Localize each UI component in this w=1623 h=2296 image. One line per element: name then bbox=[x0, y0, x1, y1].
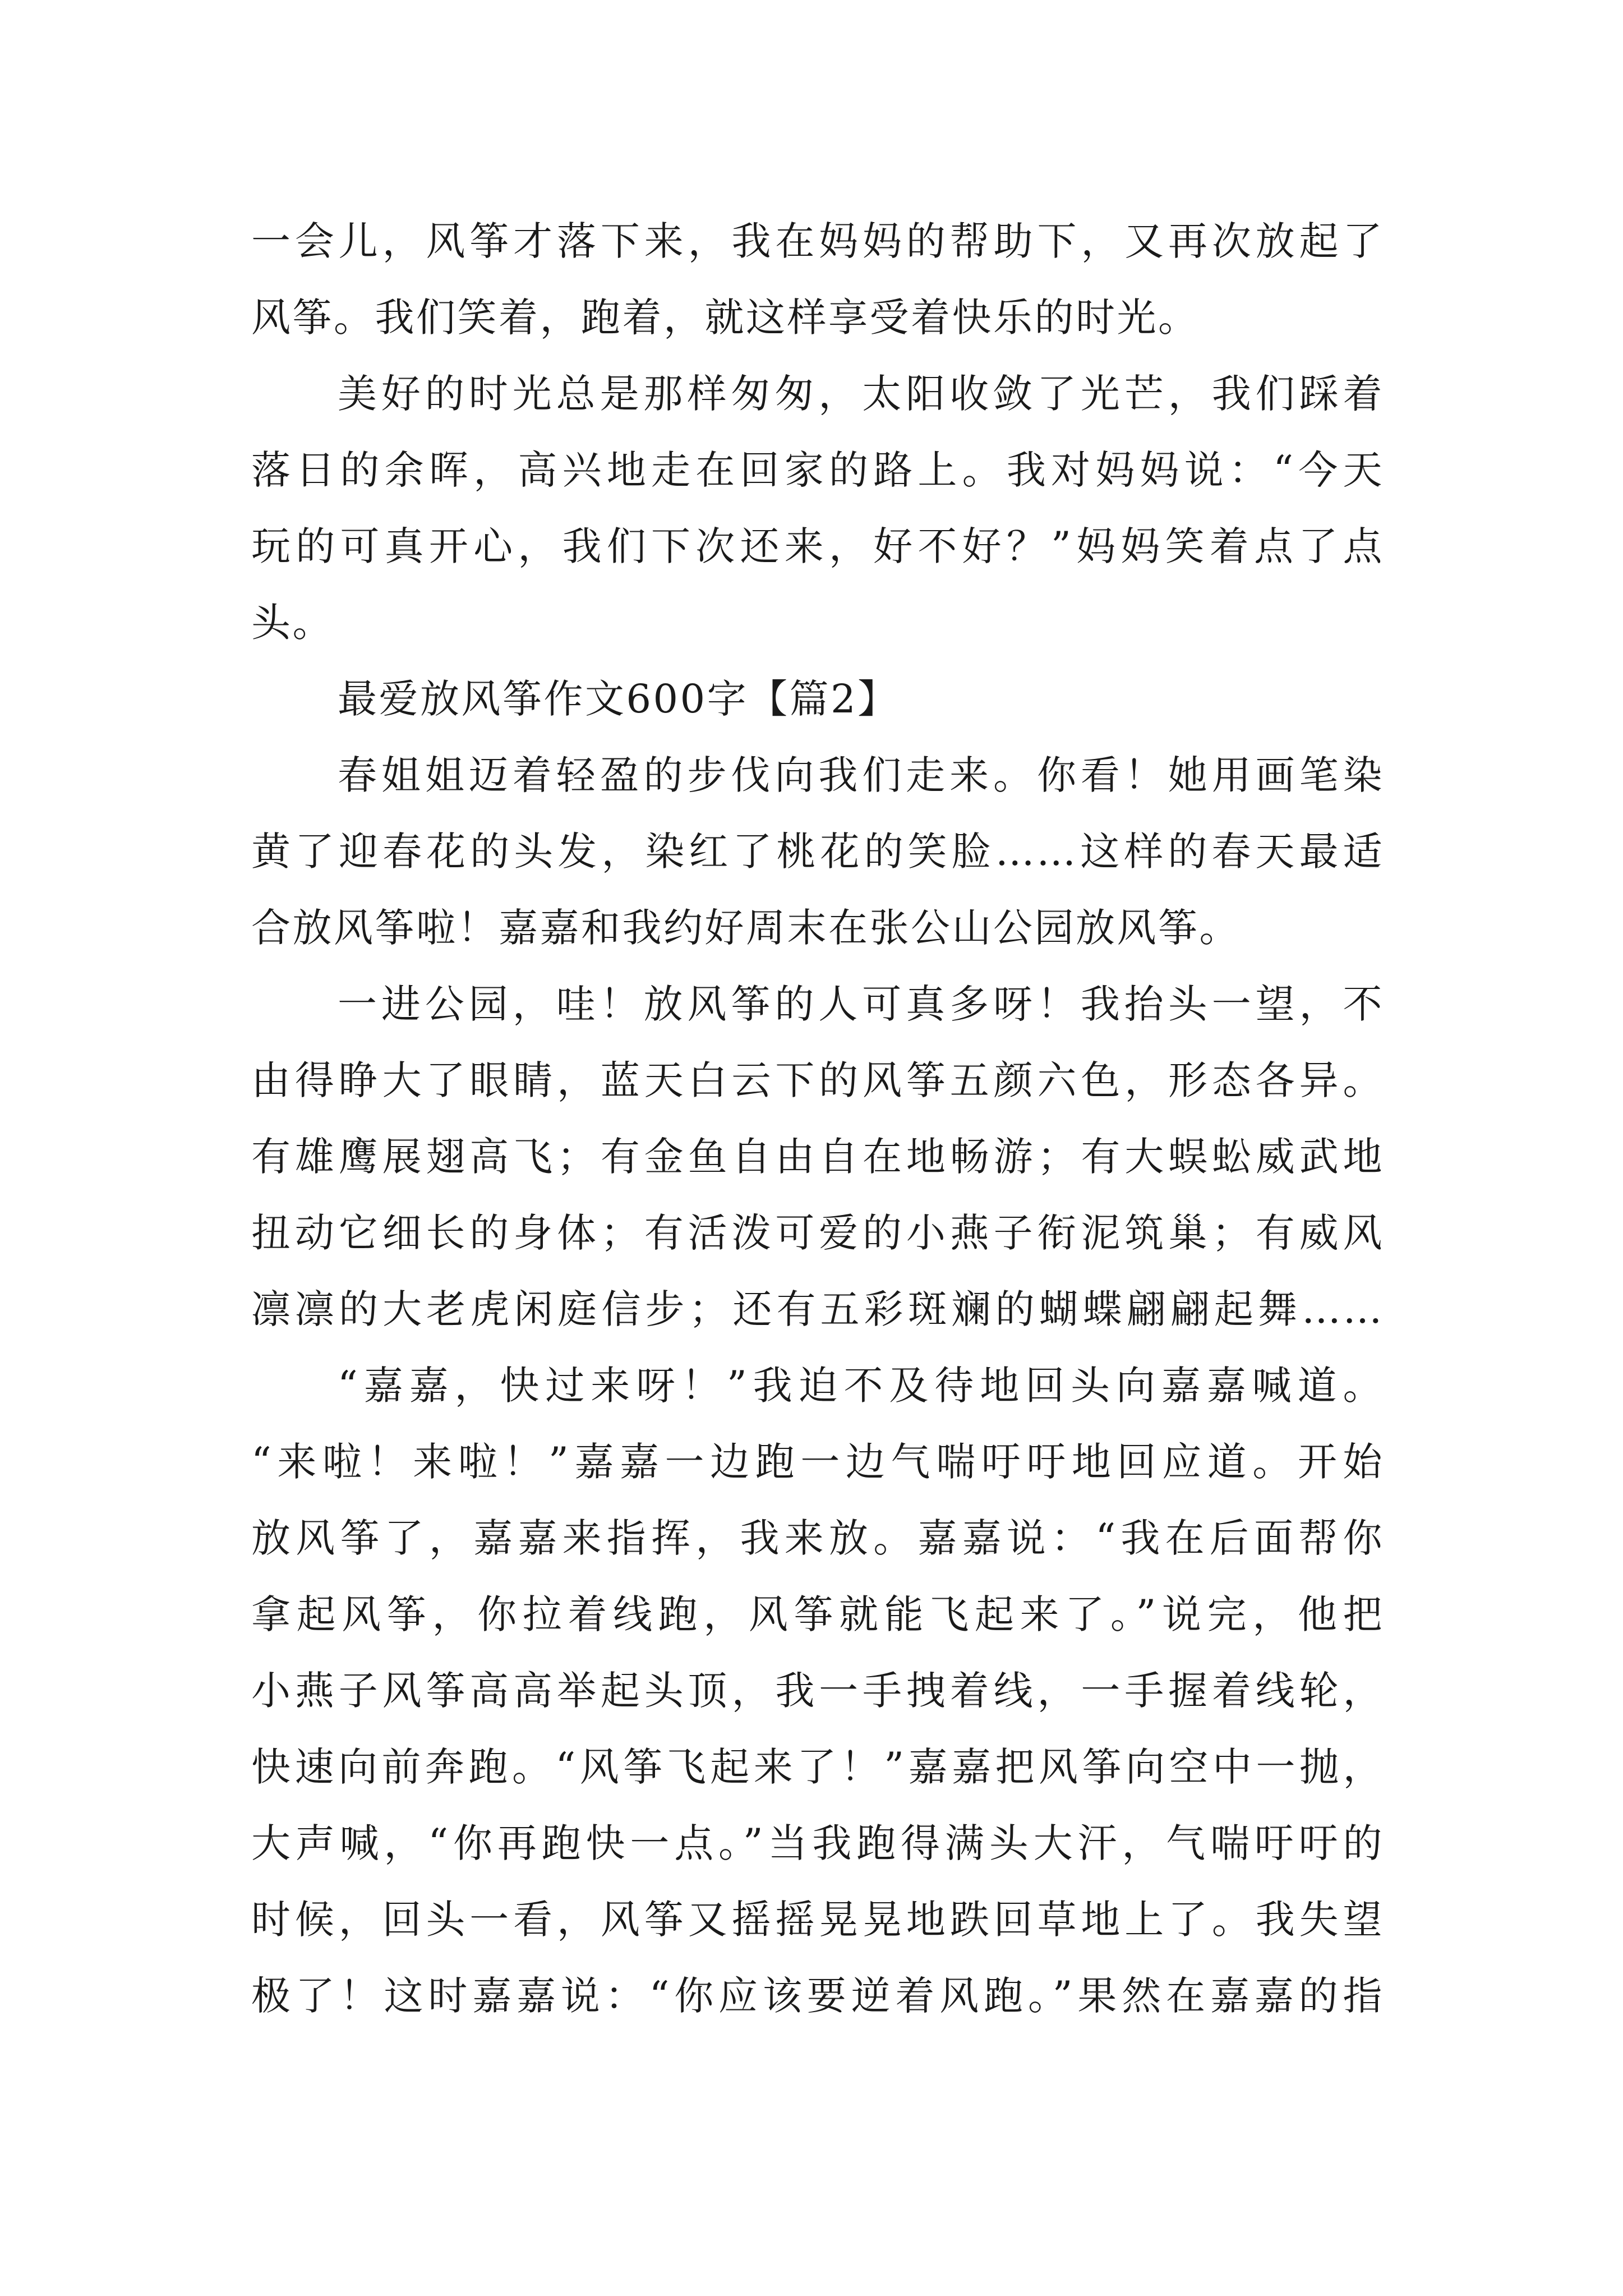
text-line: 头。 bbox=[251, 600, 334, 646]
text-line: 由得睁大了眼睛，蓝天白云下的风筝五颜六色，形态各异。 bbox=[251, 1057, 1384, 1103]
text-line: 极了！这时嘉嘉说：“你应该要逆着风跑。”果然在嘉嘉的指 bbox=[251, 1973, 1384, 2019]
text-line: 凛凛的大老虎闲庭信步；还有五彩斑斓的蝴蝶翩翩起舞…… bbox=[251, 1286, 1384, 1332]
text-line: 美好的时光总是那样匆匆，太阳收敛了光芒，我们踩着 bbox=[338, 371, 1384, 417]
text-line: 有雄鹰展翅高飞；有金鱼自由自在地畅游；有大蜈蚣威武地 bbox=[251, 1134, 1384, 1180]
text-line: 一进公园，哇！放风筝的人可真多呀！我抬头一望，不 bbox=[338, 981, 1384, 1027]
text-line: 大声喊，“你再跑快一点。”当我跑得满头大汗，气喘吁吁的 bbox=[251, 1820, 1384, 1866]
section-heading: 最爱放风筝作文600字【篇2】 bbox=[338, 676, 899, 722]
text-line: “来啦！来啦！”嘉嘉一边跑一边气喘吁吁地回应道。开始 bbox=[251, 1439, 1384, 1485]
text-line: 放风筝了，嘉嘉来指挥，我来放。嘉嘉说：“我在后面帮你 bbox=[251, 1515, 1384, 1561]
text-line: 黄了迎春花的头发，染红了桃花的笑脸……这样的春天最适 bbox=[251, 829, 1384, 875]
text-line: 快速向前奔跑。“风筝飞起来了！”嘉嘉把风筝向空中一抛， bbox=[251, 1744, 1384, 1790]
text-line: 拿起风筝，你拉着线跑，风筝就能飞起来了。”说完，他把 bbox=[251, 1591, 1384, 1637]
text-line: 合放风筝啦！嘉嘉和我约好周末在张公山公园放风筝。 bbox=[251, 905, 1241, 951]
text-line: 时候，回头一看，风筝又摇摇晃晃地跌回草地上了。我失望 bbox=[251, 1897, 1384, 1943]
text-line: 玩的可真开心，我们下次还来，好不好？”妈妈笑着点了点 bbox=[251, 523, 1384, 569]
text-line: 扭动它细长的身体；有活泼可爱的小燕子衔泥筑巢；有威风 bbox=[251, 1210, 1384, 1256]
text-line: 风筝。我们笑着，跑着，就这样享受着快乐的时光。 bbox=[251, 295, 1200, 341]
text-line: 小燕子风筝高高举起头顶，我一手拽着线，一手握着线轮， bbox=[251, 1668, 1384, 1714]
text-line: 春姐姐迈着轻盈的步伐向我们走来。你看！她用画笔染 bbox=[338, 752, 1384, 798]
text-line: “嘉嘉，快过来呀！”我迫不及待地回头向嘉嘉喊道。 bbox=[338, 1363, 1384, 1409]
text-line: 一会儿，风筝才落下来，我在妈妈的帮助下，又再次放起了 bbox=[251, 218, 1384, 264]
text-line: 落日的余晖，高兴地走在回家的路上。我对妈妈说：“今天 bbox=[251, 447, 1384, 493]
